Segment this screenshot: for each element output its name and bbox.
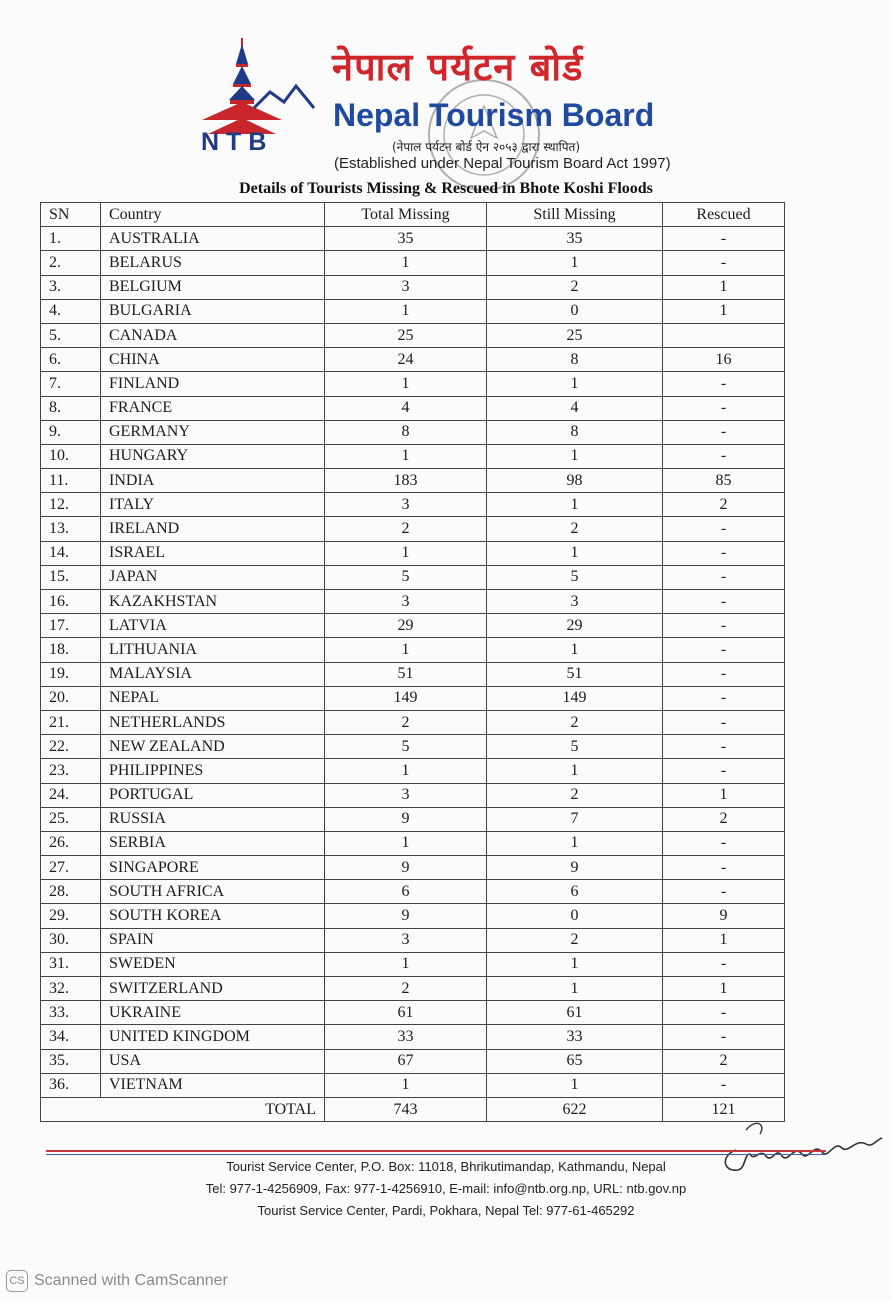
cell-still-missing: 33	[487, 1025, 663, 1049]
cell-sn: 28.	[41, 880, 101, 904]
cell-country: JAPAN	[101, 565, 325, 589]
table-body	[41, 227, 785, 1098]
table-row	[41, 952, 785, 976]
cell-sn: 29.	[41, 904, 101, 928]
cell-total-missing: 61	[325, 1001, 487, 1025]
cell-still-missing: 4	[487, 396, 663, 420]
cell-country: ITALY	[101, 493, 325, 517]
cell-total-missing: 25	[325, 323, 487, 347]
cell-country: BELARUS	[101, 251, 325, 275]
cell-country: ISRAEL	[101, 541, 325, 565]
cell-rescued: -	[663, 856, 785, 880]
footer-divider-red	[46, 1150, 826, 1152]
cell-total-missing: 6	[325, 880, 487, 904]
cell-still-missing: 1	[487, 541, 663, 565]
cell-sn: 11.	[41, 469, 101, 493]
cell-sn: 14.	[41, 541, 101, 565]
cell-rescued: 1	[663, 275, 785, 299]
cell-sn: 26.	[41, 831, 101, 855]
cell-total-missing: 3	[325, 783, 487, 807]
footer-address-pokhara: Tourist Service Center, Pardi, Pokhara, Nepal Tel: 977-61-465292	[257, 1203, 635, 1218]
cell-still-missing: 1	[487, 831, 663, 855]
cell-total-missing: 24	[325, 348, 487, 372]
cell-total-missing: 1	[325, 299, 487, 323]
cell-sn: 36.	[41, 1073, 101, 1097]
cell-rescued: -	[663, 735, 785, 759]
table-row	[41, 614, 785, 638]
cell-sn: 8.	[41, 396, 101, 420]
cell-sn: 4.	[41, 299, 101, 323]
table-row	[41, 977, 785, 1001]
cell-still-missing: 29	[487, 614, 663, 638]
cell-rescued: -	[663, 662, 785, 686]
cell-total-missing: 8	[325, 420, 487, 444]
cell-country: SERBIA	[101, 831, 325, 855]
cell-still-missing: 2	[487, 928, 663, 952]
cell-total-missing: 67	[325, 1049, 487, 1073]
table-row	[41, 1073, 785, 1097]
cell-total-missing: 3	[325, 493, 487, 517]
cell-total-missing: 1	[325, 638, 487, 662]
cell-sn: 19.	[41, 662, 101, 686]
table-row	[41, 348, 785, 372]
table-row	[41, 1001, 785, 1025]
table-row	[41, 444, 785, 468]
cell-still-missing: 8	[487, 420, 663, 444]
cell-sn: 23.	[41, 759, 101, 783]
cell-still-missing: 1	[487, 759, 663, 783]
cell-sn: 31.	[41, 952, 101, 976]
scanner-watermark	[6, 1270, 228, 1292]
table-row	[41, 251, 785, 275]
cell-total-missing: 1	[325, 541, 487, 565]
cell-total-missing: 1	[325, 251, 487, 275]
cell-rescued: -	[663, 517, 785, 541]
cell-sn: 18.	[41, 638, 101, 662]
header-still-missing: Still Missing	[487, 203, 663, 227]
cell-rescued: -	[663, 952, 785, 976]
cell-rescued: -	[663, 251, 785, 275]
cell-rescued: 1	[663, 299, 785, 323]
cell-country: INDIA	[101, 469, 325, 493]
table-row	[41, 227, 785, 251]
cell-country: KAZAKHSTAN	[101, 590, 325, 614]
table-row	[41, 372, 785, 396]
table-row	[41, 735, 785, 759]
subtitle-english: (Established under Nepal Tourism Board Act 1997)	[334, 155, 671, 172]
cell-sn: 3.	[41, 275, 101, 299]
cell-sn: 1.	[41, 227, 101, 251]
cell-still-missing: 35	[487, 227, 663, 251]
cell-still-missing: 7	[487, 807, 663, 831]
cell-rescued: -	[663, 1001, 785, 1025]
cell-still-missing: 2	[487, 710, 663, 734]
cell-rescued: -	[663, 396, 785, 420]
cell-sn: 24.	[41, 783, 101, 807]
footer-address-kathmandu: Tourist Service Center, P.O. Box: 11018, Bhrikutimandap, Kathmandu, Nepal	[226, 1159, 666, 1174]
table-row	[41, 469, 785, 493]
cell-still-missing: 149	[487, 686, 663, 710]
cell-still-missing: 1	[487, 638, 663, 662]
cell-rescued: -	[663, 227, 785, 251]
document-title: Details of Tourists Missing & Rescued in Bhote Koshi Floods	[239, 180, 653, 197]
cell-total-missing: 9	[325, 904, 487, 928]
cell-rescued: -	[663, 372, 785, 396]
cell-rescued: -	[663, 1025, 785, 1049]
table-row	[41, 638, 785, 662]
cell-rescued: 2	[663, 807, 785, 831]
table-row	[41, 856, 785, 880]
table-row	[41, 686, 785, 710]
cell-sn: 6.	[41, 348, 101, 372]
table-row	[41, 783, 785, 807]
still-missing-sum: 622	[487, 1097, 663, 1121]
cell-country: BULGARIA	[101, 299, 325, 323]
cell-rescued: 16	[663, 348, 785, 372]
total-label: TOTAL	[41, 1097, 325, 1121]
cell-rescued: -	[663, 590, 785, 614]
cell-country: FRANCE	[101, 396, 325, 420]
cell-total-missing: 33	[325, 1025, 487, 1049]
cell-country: VIETNAM	[101, 1073, 325, 1097]
cell-sn: 30.	[41, 928, 101, 952]
cell-rescued: -	[663, 710, 785, 734]
cell-country: PORTUGAL	[101, 783, 325, 807]
table-row	[41, 323, 785, 347]
cell-still-missing: 6	[487, 880, 663, 904]
cell-country: NEW ZEALAND	[101, 735, 325, 759]
subtitle-nepali: (नेपाल पर्यटन बोर्ड ऐन २०५३ द्वारा स्थापित)	[392, 140, 581, 154]
letterhead	[0, 0, 892, 180]
cell-sn: 21.	[41, 710, 101, 734]
cell-still-missing: 5	[487, 735, 663, 759]
cell-total-missing: 3	[325, 590, 487, 614]
title-nepali: नेपाल पर्यटन बोर्ड	[332, 45, 584, 89]
table-row	[41, 1025, 785, 1049]
rescued-sum: 121	[663, 1097, 785, 1121]
table-row	[41, 1049, 785, 1073]
table-row	[41, 662, 785, 686]
cell-still-missing: 2	[487, 275, 663, 299]
cell-country: LATVIA	[101, 614, 325, 638]
cell-country: MALAYSIA	[101, 662, 325, 686]
table-row	[41, 928, 785, 952]
cell-country: UNITED KINGDOM	[101, 1025, 325, 1049]
cell-country: SOUTH AFRICA	[101, 880, 325, 904]
table-row	[41, 493, 785, 517]
table-row	[41, 396, 785, 420]
cell-sn: 27.	[41, 856, 101, 880]
cell-still-missing: 1	[487, 251, 663, 275]
camscanner-logo-icon: CS	[6, 1270, 28, 1292]
header-country: Country	[101, 203, 325, 227]
cell-total-missing: 183	[325, 469, 487, 493]
cell-total-missing: 2	[325, 710, 487, 734]
cell-sn: 2.	[41, 251, 101, 275]
cell-sn: 10.	[41, 444, 101, 468]
cell-sn: 20.	[41, 686, 101, 710]
cell-total-missing: 2	[325, 517, 487, 541]
table-row	[41, 517, 785, 541]
cell-rescued: -	[663, 444, 785, 468]
cell-rescued: -	[663, 880, 785, 904]
cell-sn: 17.	[41, 614, 101, 638]
cell-sn: 12.	[41, 493, 101, 517]
cell-rescued: 2	[663, 493, 785, 517]
cell-country: BELGIUM	[101, 275, 325, 299]
cell-rescued: -	[663, 831, 785, 855]
cell-still-missing: 1	[487, 444, 663, 468]
cell-still-missing: 1	[487, 952, 663, 976]
table-row	[41, 831, 785, 855]
cell-rescued: -	[663, 686, 785, 710]
table-row	[41, 299, 785, 323]
cell-sn: 35.	[41, 1049, 101, 1073]
cell-country: LITHUANIA	[101, 638, 325, 662]
cell-sn: 32.	[41, 977, 101, 1001]
cell-sn: 7.	[41, 372, 101, 396]
cell-sn: 5.	[41, 323, 101, 347]
cell-rescued: 85	[663, 469, 785, 493]
cell-country: CHINA	[101, 348, 325, 372]
cell-rescued: 9	[663, 904, 785, 928]
cell-total-missing: 5	[325, 565, 487, 589]
cell-total-missing: 1	[325, 831, 487, 855]
cell-still-missing: 61	[487, 1001, 663, 1025]
cell-still-missing: 25	[487, 323, 663, 347]
cell-total-missing: 9	[325, 807, 487, 831]
cell-total-missing: 2	[325, 977, 487, 1001]
cell-total-missing: 4	[325, 396, 487, 420]
cell-still-missing: 98	[487, 469, 663, 493]
cell-total-missing: 3	[325, 275, 487, 299]
cell-rescued: 1	[663, 783, 785, 807]
footer-contact: Tel: 977-1-4256909, Fax: 977-1-4256910, E-mail: info@ntb.org.np, URL: ntb.gov.np	[205, 1181, 687, 1196]
cell-rescued	[663, 323, 785, 347]
cell-country: AUSTRALIA	[101, 227, 325, 251]
cell-still-missing: 8	[487, 348, 663, 372]
cell-total-missing: 1	[325, 1073, 487, 1097]
cell-total-missing: 5	[325, 735, 487, 759]
cell-still-missing: 0	[487, 299, 663, 323]
cell-country: USA	[101, 1049, 325, 1073]
cell-country: SWEDEN	[101, 952, 325, 976]
cell-country: FINLAND	[101, 372, 325, 396]
cell-rescued: -	[663, 638, 785, 662]
table-row	[41, 565, 785, 589]
cell-total-missing: 149	[325, 686, 487, 710]
cell-still-missing: 2	[487, 783, 663, 807]
table-row	[41, 275, 785, 299]
tourist-table	[40, 202, 785, 1122]
cell-still-missing: 65	[487, 1049, 663, 1073]
cell-sn: 22.	[41, 735, 101, 759]
cell-total-missing: 1	[325, 444, 487, 468]
total-missing-sum: 743	[325, 1097, 487, 1121]
table-header-row	[41, 203, 785, 227]
total-row	[41, 1097, 785, 1121]
cell-still-missing: 1	[487, 1073, 663, 1097]
table-row	[41, 904, 785, 928]
cell-sn: 33.	[41, 1001, 101, 1025]
cell-rescued: -	[663, 420, 785, 444]
cell-country: IRELAND	[101, 517, 325, 541]
cell-country: SPAIN	[101, 928, 325, 952]
cell-rescued: -	[663, 614, 785, 638]
cell-rescued: 2	[663, 1049, 785, 1073]
cell-rescued: 1	[663, 928, 785, 952]
cell-country: NEPAL	[101, 686, 325, 710]
cell-country: RUSSIA	[101, 807, 325, 831]
cell-still-missing: 1	[487, 977, 663, 1001]
header-rescued: Rescued	[663, 203, 785, 227]
cell-country: CANADA	[101, 323, 325, 347]
table-row	[41, 807, 785, 831]
cell-country: UKRAINE	[101, 1001, 325, 1025]
cell-still-missing: 1	[487, 493, 663, 517]
cell-rescued: -	[663, 759, 785, 783]
cell-still-missing: 2	[487, 517, 663, 541]
title-english: Nepal Tourism Board	[333, 97, 655, 133]
cell-total-missing: 35	[325, 227, 487, 251]
footer-divider-blue	[46, 1154, 826, 1155]
scanner-watermark-text: Scanned with CamScanner	[34, 1272, 228, 1290]
cell-sn: 9.	[41, 420, 101, 444]
cell-total-missing: 9	[325, 856, 487, 880]
header-total-missing: Total Missing	[325, 203, 487, 227]
cell-country: PHILIPPINES	[101, 759, 325, 783]
official-seal-icon	[425, 76, 543, 194]
logo-text: NTB	[201, 128, 274, 156]
cell-total-missing: 51	[325, 662, 487, 686]
cell-still-missing: 0	[487, 904, 663, 928]
table-row	[41, 541, 785, 565]
cell-total-missing: 1	[325, 952, 487, 976]
cell-country: NETHERLANDS	[101, 710, 325, 734]
table-row	[41, 590, 785, 614]
cell-total-missing: 1	[325, 372, 487, 396]
cell-sn: 25.	[41, 807, 101, 831]
cell-still-missing: 3	[487, 590, 663, 614]
cell-country: SINGAPORE	[101, 856, 325, 880]
cell-total-missing: 3	[325, 928, 487, 952]
table-row	[41, 759, 785, 783]
cell-still-missing: 51	[487, 662, 663, 686]
cell-rescued: -	[663, 1073, 785, 1097]
cell-rescued: 1	[663, 977, 785, 1001]
header-sn: SN	[41, 203, 101, 227]
cell-rescued: -	[663, 541, 785, 565]
cell-country: HUNGARY	[101, 444, 325, 468]
cell-total-missing: 29	[325, 614, 487, 638]
table-row	[41, 420, 785, 444]
table-row	[41, 880, 785, 904]
cell-still-missing: 9	[487, 856, 663, 880]
cell-country: SOUTH KOREA	[101, 904, 325, 928]
cell-sn: 15.	[41, 565, 101, 589]
cell-sn: 34.	[41, 1025, 101, 1049]
cell-total-missing: 1	[325, 759, 487, 783]
cell-rescued: -	[663, 565, 785, 589]
cell-still-missing: 1	[487, 372, 663, 396]
cell-sn: 13.	[41, 517, 101, 541]
table-row	[41, 710, 785, 734]
cell-still-missing: 5	[487, 565, 663, 589]
cell-country: SWITZERLAND	[101, 977, 325, 1001]
cell-country: GERMANY	[101, 420, 325, 444]
cell-sn: 16.	[41, 590, 101, 614]
